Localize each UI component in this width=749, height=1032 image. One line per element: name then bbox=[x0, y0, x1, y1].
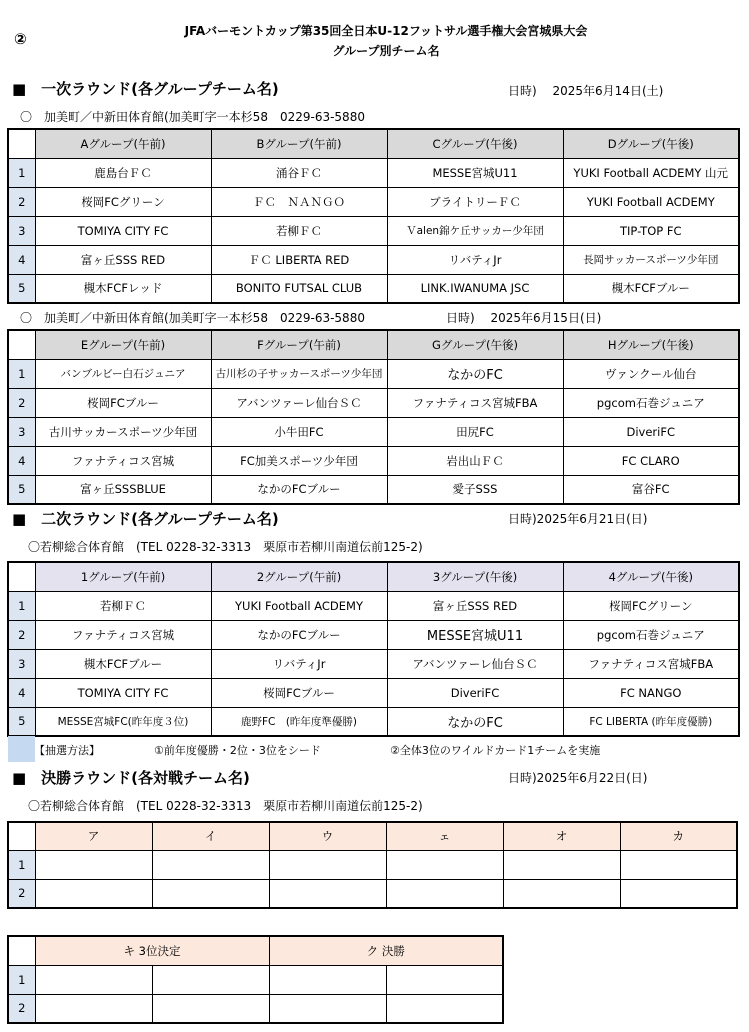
team-cell: なかのFCブルー bbox=[211, 475, 387, 504]
team-cell: ファナティコス宮城 bbox=[35, 446, 211, 475]
page-subtitle: グループ別チーム名 bbox=[332, 44, 440, 58]
table-row bbox=[8, 216, 739, 245]
group-header: Eグループ(午前) bbox=[35, 330, 211, 359]
team-cell: 桜岡FCグリーン bbox=[35, 187, 211, 216]
team-cell: pgcom石巻ジュニア bbox=[563, 388, 739, 417]
team-cell: なかのFCブルー bbox=[211, 620, 387, 649]
round2-date: 日時)2025年6月21日(日) bbox=[508, 512, 648, 526]
team-cell: アバンツァーレ仙台ＳＣ bbox=[211, 388, 387, 417]
table-row bbox=[8, 388, 739, 417]
lottery-label: 【抽選方法】 bbox=[34, 744, 100, 757]
final-match-table bbox=[7, 935, 504, 1024]
table-row bbox=[8, 707, 739, 736]
team-cell: なかのFC bbox=[387, 707, 563, 736]
team-cell: 古川杉の子サッカースポーツ少年団 bbox=[211, 359, 387, 388]
row-number: 3 bbox=[8, 417, 35, 446]
row-number: 1 bbox=[8, 591, 35, 620]
round2-venue: 〇若柳総合体育館 (TEL 0228-32-3313 栗原市若柳川南道伝前125-2) bbox=[28, 540, 423, 554]
group-header: Hグループ(午後) bbox=[563, 330, 739, 359]
team-cell: 鹿野FC (昨年度準優勝) bbox=[211, 707, 387, 736]
empty-cell bbox=[386, 994, 503, 1023]
team-cell: pgcom石巻ジュニア bbox=[563, 620, 739, 649]
round2-table bbox=[7, 561, 740, 737]
empty-cell bbox=[35, 965, 152, 994]
team-cell: TIP-TOP FC bbox=[563, 216, 739, 245]
empty-cell bbox=[620, 850, 737, 879]
final-venue: 〇若柳総合体育館 (TEL 0228-32-3313 栗原市若柳川南道伝前125-2) bbox=[28, 799, 423, 813]
empty-cell bbox=[152, 850, 269, 879]
team-cell: 富ヶ丘SSSBLUE bbox=[35, 475, 211, 504]
team-cell: Ｖalen錦ケ丘サッカー少年団 bbox=[387, 216, 563, 245]
team-cell: 槻木FCFレッド bbox=[35, 274, 211, 303]
row-number: 2 bbox=[8, 187, 35, 216]
table-row bbox=[8, 187, 739, 216]
group-header: Cグループ(午後) bbox=[387, 129, 563, 158]
team-cell: TOMIYA CITY FC bbox=[35, 216, 211, 245]
team-cell: 若柳ＦＣ bbox=[211, 216, 387, 245]
table-row bbox=[8, 678, 739, 707]
team-cell: ヴァンクール仙台 bbox=[563, 359, 739, 388]
table-row bbox=[8, 965, 503, 994]
round1-day2-date: 日時) 2025年6月15日(日) bbox=[446, 311, 602, 325]
group-header: Gグループ(午後) bbox=[387, 330, 563, 359]
team-cell: 槻木FCFブルー bbox=[563, 274, 739, 303]
team-cell: YUKI Football ACDEMY bbox=[563, 187, 739, 216]
row-number: 4 bbox=[8, 678, 35, 707]
row-number: 4 bbox=[8, 446, 35, 475]
team-cell: FC NANGO bbox=[563, 678, 739, 707]
team-cell: FC加美スポーツ少年団 bbox=[211, 446, 387, 475]
team-cell: 桜岡FCブルー bbox=[35, 388, 211, 417]
group-header: 2グループ(午前) bbox=[211, 562, 387, 591]
empty-cell bbox=[35, 879, 152, 908]
team-cell: ブライトリーＦＣ bbox=[387, 187, 563, 216]
round2-heading: ■ 二次ラウンド(各グループチーム名) bbox=[12, 510, 279, 528]
empty-cell bbox=[386, 879, 503, 908]
team-cell: 槻木FCFブルー bbox=[35, 649, 211, 678]
team-cell: ＦＣ ＮＡＮＧＯ bbox=[211, 187, 387, 216]
empty-cell bbox=[269, 965, 386, 994]
page-mark: ② bbox=[14, 30, 27, 48]
lottery-marker bbox=[8, 736, 35, 762]
page-title: JFAバーモントカップ第35回全日本U-12フットサル選手権大会宮城県大会 bbox=[184, 24, 588, 38]
corner-cell bbox=[8, 129, 35, 158]
table-row bbox=[8, 245, 739, 274]
row-number: 2 bbox=[8, 879, 35, 908]
row-number: 1 bbox=[8, 850, 35, 879]
group-header: Bグループ(午前) bbox=[211, 129, 387, 158]
row-number: 1 bbox=[8, 359, 35, 388]
third-place-header: キ 3位決定 bbox=[35, 936, 269, 965]
team-cell: 桜岡FCブルー bbox=[211, 678, 387, 707]
row-number: 2 bbox=[8, 994, 35, 1023]
final-table bbox=[7, 821, 738, 909]
empty-cell bbox=[269, 994, 386, 1023]
team-cell: 愛子SSS bbox=[387, 475, 563, 504]
row-number: 2 bbox=[8, 388, 35, 417]
empty-cell bbox=[503, 879, 620, 908]
team-cell: 小牛田FC bbox=[211, 417, 387, 446]
team-cell: BONITO FUTSAL CLUB bbox=[211, 274, 387, 303]
team-cell: DiveriFC bbox=[387, 678, 563, 707]
round1-day1-venue: 〇 加美町／中新田体育館(加美町字一本杉58 0229-63-5880 bbox=[20, 110, 365, 124]
row-number: 5 bbox=[8, 274, 35, 303]
empty-cell bbox=[152, 965, 269, 994]
table-row bbox=[8, 994, 503, 1023]
table-row bbox=[8, 649, 739, 678]
row-number: 2 bbox=[8, 620, 35, 649]
team-cell: ファナティコス宮城FBA bbox=[563, 649, 739, 678]
final-match-header: ク 決勝 bbox=[269, 936, 503, 965]
team-cell: ＦＣ LIBERTA RED bbox=[211, 245, 387, 274]
group-header: Aグループ(午前) bbox=[35, 129, 211, 158]
team-cell: ファナティコス宮城FBA bbox=[387, 388, 563, 417]
team-cell: 田尻FC bbox=[387, 417, 563, 446]
team-cell: 富ヶ丘SSS RED bbox=[35, 245, 211, 274]
team-cell: TOMIYA CITY FC bbox=[35, 678, 211, 707]
lottery-rule-1: ①前年度優勝・2位・3位をシード bbox=[154, 744, 321, 757]
match-header: イ bbox=[152, 822, 269, 850]
team-cell: 富ヶ丘SSS RED bbox=[387, 591, 563, 620]
table-row bbox=[8, 591, 739, 620]
team-cell: FC LIBERTA (昨年度優勝) bbox=[563, 707, 739, 736]
empty-cell bbox=[152, 994, 269, 1023]
row-number: 4 bbox=[8, 245, 35, 274]
match-header: カ bbox=[620, 822, 737, 850]
table-row bbox=[8, 274, 739, 303]
table-row bbox=[8, 475, 739, 504]
table-row bbox=[8, 417, 739, 446]
row-number: 5 bbox=[8, 475, 35, 504]
corner-cell bbox=[8, 936, 35, 965]
round1-day2-table bbox=[7, 329, 740, 505]
team-cell: LINK.IWANUMA JSC bbox=[387, 274, 563, 303]
group-header: Dグループ(午後) bbox=[563, 129, 739, 158]
match-header: ウ bbox=[269, 822, 386, 850]
team-cell: MESSE宮城U11 bbox=[387, 158, 563, 187]
round1-day2-venue: 〇 加美町／中新田体育館(加美町字一本杉58 0229-63-5880 bbox=[20, 311, 365, 325]
team-cell: YUKI Football ACDEMY bbox=[211, 591, 387, 620]
table-row bbox=[8, 620, 739, 649]
round1-day1-table bbox=[7, 128, 740, 304]
corner-cell bbox=[8, 822, 35, 850]
group-header: 4グループ(午後) bbox=[563, 562, 739, 591]
empty-cell bbox=[35, 994, 152, 1023]
team-cell: 若柳ＦＣ bbox=[35, 591, 211, 620]
team-cell: アバンツァーレ仙台ＳＣ bbox=[387, 649, 563, 678]
table-row bbox=[8, 158, 739, 187]
team-cell: 富谷FC bbox=[563, 475, 739, 504]
table-row bbox=[8, 850, 737, 879]
team-cell: 涌谷ＦＣ bbox=[211, 158, 387, 187]
empty-cell bbox=[269, 850, 386, 879]
empty-cell bbox=[35, 850, 152, 879]
match-header: オ bbox=[503, 822, 620, 850]
team-cell: ファナティコス宮城 bbox=[35, 620, 211, 649]
group-header: Fグループ(午前) bbox=[211, 330, 387, 359]
round1-heading: ■ 一次ラウンド(各グループチーム名) bbox=[12, 80, 279, 98]
empty-cell bbox=[152, 879, 269, 908]
team-cell: MESSE宮城FC(昨年度３位) bbox=[35, 707, 211, 736]
team-cell: リバティJr bbox=[211, 649, 387, 678]
corner-cell bbox=[8, 562, 35, 591]
row-number: 5 bbox=[8, 707, 35, 736]
match-header: ェ bbox=[386, 822, 503, 850]
final-heading: ■ 決勝ラウンド(各対戦チーム名) bbox=[12, 769, 250, 787]
table-row bbox=[8, 446, 739, 475]
team-cell: 長岡サッカースポーツ少年団 bbox=[563, 245, 739, 274]
row-number: 3 bbox=[8, 216, 35, 245]
final-date: 日時)2025年6月22日(日) bbox=[508, 771, 648, 785]
corner-cell bbox=[8, 330, 35, 359]
team-cell: なかのFC bbox=[387, 359, 563, 388]
team-cell: リバティJr bbox=[387, 245, 563, 274]
team-cell: 岩出山ＦＣ bbox=[387, 446, 563, 475]
empty-cell bbox=[269, 879, 386, 908]
lottery-rule-2: ②全体3位のワイルドカード1チームを実施 bbox=[390, 744, 601, 757]
row-number: 1 bbox=[8, 965, 35, 994]
team-cell: YUKI Football ACDEMY 山元 bbox=[563, 158, 739, 187]
team-cell: 桜岡FCグリーン bbox=[563, 591, 739, 620]
row-number: 1 bbox=[8, 158, 35, 187]
team-cell: MESSE宮城U11 bbox=[387, 620, 563, 649]
team-cell: 鹿島台ＦＣ bbox=[35, 158, 211, 187]
empty-cell bbox=[620, 879, 737, 908]
round1-date: 日時) 2025年6月14日(土) bbox=[508, 84, 664, 98]
row-number: 3 bbox=[8, 649, 35, 678]
empty-cell bbox=[386, 965, 503, 994]
empty-cell bbox=[503, 850, 620, 879]
empty-cell bbox=[386, 850, 503, 879]
team-cell: 古川サッカースポーツ少年団 bbox=[35, 417, 211, 446]
team-cell: FC CLARO bbox=[563, 446, 739, 475]
match-header: ア bbox=[35, 822, 152, 850]
team-cell: DiveriFC bbox=[563, 417, 739, 446]
group-header: 1グループ(午前) bbox=[35, 562, 211, 591]
table-row bbox=[8, 359, 739, 388]
team-cell: バンブルビー白石ジュニア bbox=[35, 359, 211, 388]
table-row bbox=[8, 879, 737, 908]
group-header: 3グループ(午後) bbox=[387, 562, 563, 591]
